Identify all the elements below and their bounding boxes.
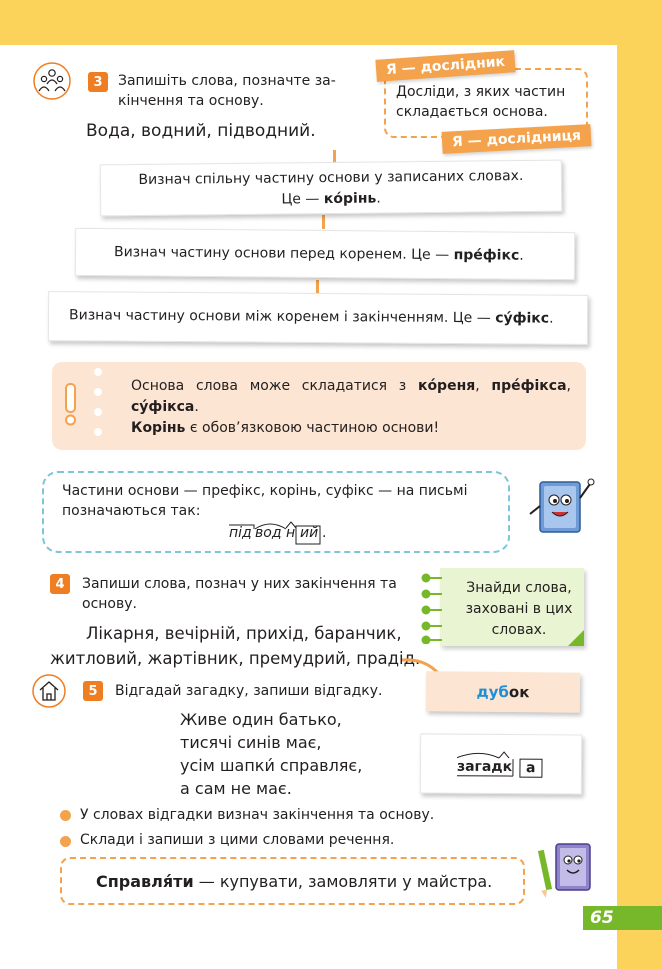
answer-stem: загадк <box>456 758 513 776</box>
vocab-term: Справля́ти <box>96 872 194 891</box>
group-work-icon <box>33 62 71 100</box>
hidden-words-note <box>440 568 584 646</box>
task-4-words-line1: Лікарня, вечірній, прихід, баранчик, <box>86 624 402 643</box>
riddle-line: усім шапки́ справляє, <box>180 756 363 775</box>
scheme-prefix: під <box>229 525 252 541</box>
task-3-instruction-line1: Запишіть слова, позначте за- <box>118 73 336 89</box>
researcher-text-line2: складається основа. <box>396 104 548 120</box>
top-color-band <box>0 0 662 45</box>
term-suffix: су́фікс <box>495 310 550 327</box>
hidden-words-line2: заховані в цих <box>465 601 573 617</box>
scheme-suffix: н <box>286 525 296 541</box>
task-5-badge: 5 <box>83 681 103 701</box>
scheme-root: вод <box>255 525 282 541</box>
researcher-tag-female: Я — дослідниця <box>442 124 592 154</box>
hidden-words-line3: словах. <box>491 622 547 638</box>
bullet-2-text: Склади і запиши з цими словами речення. <box>80 832 395 848</box>
task-3-words: Вода, водний, підводний. <box>86 121 316 141</box>
vocab-text <box>96 871 492 893</box>
task-4-badge: 4 <box>50 574 70 594</box>
home-task-icon <box>32 674 66 708</box>
term-root: ко́рінь <box>323 190 377 208</box>
step-1-text: Визнач спільну частину основи у записаних словах. <box>138 167 524 189</box>
step-1-prefix: Це — <box>281 191 324 208</box>
bullet-dot <box>60 836 71 847</box>
vocab-definition: — купувати, замовляти у майстра. <box>193 872 493 891</box>
dictionary-mascot-illustration <box>536 840 598 900</box>
page-number: 65 <box>583 906 662 930</box>
connector-line <box>316 280 319 294</box>
task-4-instruction-line2: основу. <box>82 596 137 612</box>
step-note-root <box>100 160 563 217</box>
task-5-instruction: Відгадай загадку, запиши відгадку. <box>115 683 383 699</box>
term-prefix: пре́фікс <box>453 247 520 264</box>
rule-text-line3: є обов’язковою частиною основи! <box>185 420 440 436</box>
example-root: дуб <box>476 682 510 702</box>
riddle-line: а сам не має. <box>180 779 292 798</box>
connector-line <box>322 215 325 229</box>
example-dubok-card <box>426 671 580 713</box>
task-4-instruction <box>82 574 412 614</box>
task-4-words-line2: житловий, жартівник, премудрий, прадід. <box>50 649 421 668</box>
word-scheme-zagadka <box>457 749 567 782</box>
comma: , <box>475 378 492 394</box>
side-color-band <box>617 45 662 969</box>
marking-text-line1: Частини основи — префікс, корінь, суфікс — на письмі <box>62 483 468 499</box>
step-2-text: Визнач частину основи перед коренем. Це — <box>113 244 454 264</box>
bullet-1-text: У словах відгадки визнач закінчення та основу. <box>80 807 435 823</box>
rule-text-start: Основа слова може складатися з <box>131 378 418 394</box>
period: . <box>549 310 554 327</box>
marking-text-line2: позначаються так: <box>62 503 201 519</box>
period: . <box>376 190 381 207</box>
comma: , <box>566 378 571 394</box>
step-note-suffix <box>48 291 588 345</box>
period: . <box>194 399 199 415</box>
rule-text <box>131 376 571 439</box>
riddle-text <box>180 708 362 800</box>
rule-dots <box>93 366 103 446</box>
marking-text <box>62 481 502 521</box>
exclamation-icon <box>62 382 80 426</box>
researcher-text <box>396 82 565 122</box>
rule-term-suffix: су́фікса <box>131 399 195 415</box>
book-mascot-illustration <box>528 476 600 538</box>
answer-scheme-card <box>420 733 582 794</box>
task-4-instruction-line1: Запиши слова, познач у них закінчення та <box>82 576 397 592</box>
step-3-text: Визнач частину основи між коренем і закінченням. Це — <box>68 307 496 327</box>
researcher-text-line1: Досліди, з яких частин <box>396 84 566 100</box>
period: . <box>519 247 524 264</box>
green-bullets <box>420 570 442 644</box>
scheme-ending: ий <box>300 525 319 541</box>
rule-term-prefix: пре́фікса <box>491 378 567 394</box>
researcher-tag-male: Я — дослідник <box>375 50 515 82</box>
bullet-dot <box>60 810 71 821</box>
rule-term-korin: Корінь <box>131 420 186 436</box>
riddle-line: Живе один батько, <box>180 710 342 729</box>
rule-term-root: ко́реня <box>417 378 476 394</box>
task-3-instruction <box>118 71 358 111</box>
riddle-line: тисячі синів має, <box>180 733 322 752</box>
example-suffix: ок <box>508 683 530 702</box>
hidden-words-line1: Знайди слова, <box>466 580 572 596</box>
answer-ending: а <box>525 760 536 777</box>
period: . <box>322 525 327 541</box>
task-3-badge: 3 <box>88 72 108 92</box>
task-3-instruction-line2: кінчення та основу. <box>118 93 264 109</box>
word-scheme-pidvodnyi <box>228 520 338 546</box>
step-note-prefix <box>75 228 575 280</box>
